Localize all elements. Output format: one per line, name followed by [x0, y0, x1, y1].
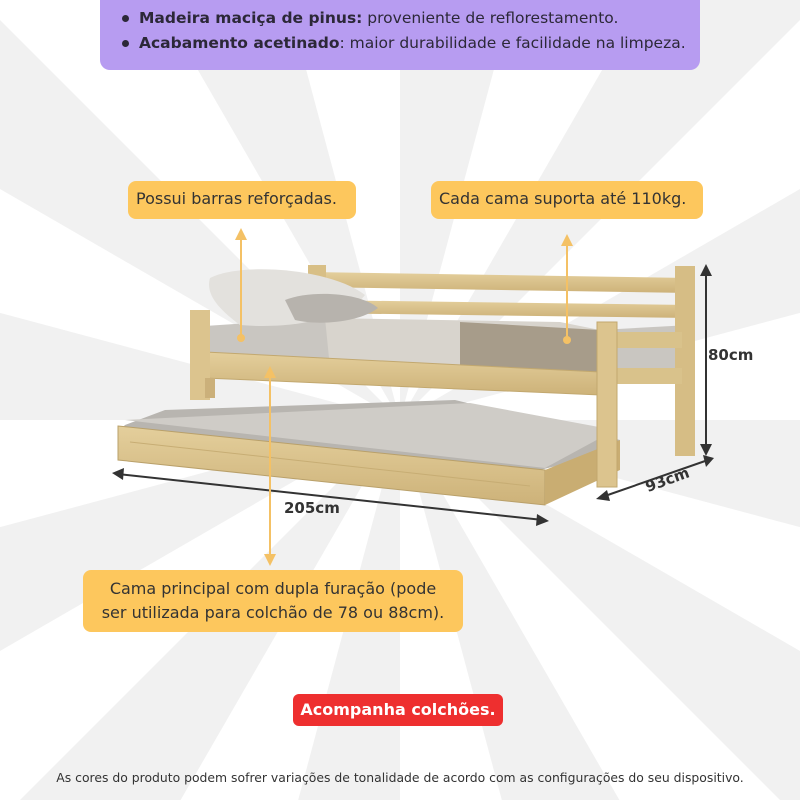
feature-title: Acabamento acetinado [139, 34, 340, 52]
mattress-included-badge: Acompanha colchões. [293, 694, 503, 726]
color-disclaimer: As cores do produto podem sofrer variações de tonalidade de acordo com as configurações do seu dispositivo. [56, 770, 744, 785]
feature-title: Madeira maciça de pinus: [139, 9, 363, 27]
height-dimension-label: 80cm [708, 346, 754, 364]
callout-weight-capacity [431, 181, 703, 219]
bullet-icon [122, 15, 129, 22]
features-box [100, 0, 700, 70]
trundle-bed [118, 400, 620, 505]
depth-dimension-label: 93cm [643, 463, 692, 496]
feature-item [122, 6, 700, 31]
feature-text: proveniente de reflorestamento. [362, 9, 619, 27]
callout-text-line2: ser utilizada para colchão de 78 ou 88cm). [101, 603, 445, 622]
callout-text-line1: Cama principal com dupla furação (pode [109, 579, 437, 598]
callout-text: Cada cama suporta até 110kg. [439, 189, 687, 208]
bullet-icon [122, 40, 129, 47]
callout-text: Possui barras reforçadas. [136, 189, 337, 208]
width-dimension-label: 205cm [284, 499, 340, 517]
callout-reinforced-bars [128, 181, 356, 219]
feature-item [122, 31, 700, 56]
callout-double-holes [83, 570, 463, 632]
feature-text: : maior durabilidade e facilidade na limpeza. [339, 34, 686, 52]
